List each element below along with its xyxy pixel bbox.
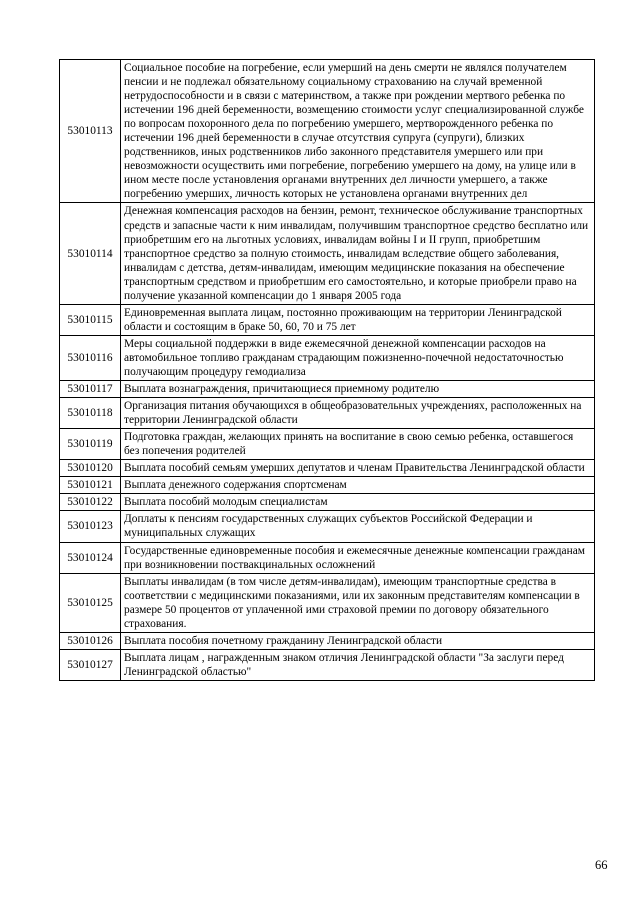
row-code: 53010122 (60, 494, 121, 511)
table-row (60, 494, 595, 511)
table-row (60, 632, 595, 649)
row-code: 53010115 (60, 304, 121, 335)
row-description: Выплата денежного содержания спортсменам (121, 477, 595, 494)
table-row (60, 304, 595, 335)
row-description: Подготовка граждан, желающих принять на воспитание в свою семью ребенка, оставшегося без попечения родителей (121, 429, 595, 460)
row-description: Государственные единовременные пособия и ежемесячные денежные компенсации гражданам при возникновении поствакцинальных осложнений (121, 542, 595, 573)
row-description: Выплата пособий семьям умерших депутатов и членам Правительства Ленинградской области (121, 460, 595, 477)
row-code: 53010120 (60, 460, 121, 477)
row-code: 53010117 (60, 381, 121, 398)
page-number: 66 (595, 858, 608, 872)
row-code: 53010119 (60, 429, 121, 460)
table-row (60, 460, 595, 477)
table-row (60, 335, 595, 380)
row-description: Денежная компенсация расходов на бензин, ремонт, техническое обслуживание транспортных средств и запасные части к ним инвалидам, получившим транспортное средство бесплатно или приобретшим его на льготных условиях, инвалидам войны I и II групп, приобретшим транспортное средство за полную стоимость, инвалидам вследствие общего заболевания, инвалидам с детства, детям-инвалидам, имеющим медицинские показания на обеспечение транспортным средством и приобретшим его самостоятельно, и которые приобрели право на получение указанной компенсации до 1 января 2005 года (121, 203, 595, 304)
row-code: 53010125 (60, 573, 121, 632)
row-description: Выплата пособий молодым специалистам (121, 494, 595, 511)
row-code: 53010126 (60, 632, 121, 649)
row-description: Меры социальной поддержки в виде ежемесячной денежной компенсации расходов на автомобильное топливо гражданам страдающим пожизненно-почечной недостаточностью получающим процедуру гемодиализа (121, 335, 595, 380)
row-code: 53010118 (60, 398, 121, 429)
row-description: Организация питания обучающихся в общеобразовательных учреждениях, расположенных на территории Ленинградской области (121, 398, 595, 429)
table-row (60, 429, 595, 460)
row-description: Доплаты к пенсиям государственных служащих субъектов Российской Федерации и муниципальных служащих (121, 511, 595, 542)
row-description: Выплаты инвалидам (в том числе детям-инвалидам), имеющим транспортные средства в соответствии с медицинскими показаниями, или их законным представителям компенсации в размере 50 процентов от уплаченной ими страховой премии по договору обязательного страхования. (121, 573, 595, 632)
row-code: 53010114 (60, 203, 121, 304)
table-row (60, 381, 595, 398)
table-row (60, 542, 595, 573)
row-code: 53010121 (60, 477, 121, 494)
row-description: Выплата лицам , награжденным знаком отличия Ленинградской области "За заслуги перед Ленинградской областью" (121, 649, 595, 680)
row-code: 53010127 (60, 649, 121, 680)
row-code: 53010123 (60, 511, 121, 542)
table-row (60, 573, 595, 632)
table-row (60, 203, 595, 304)
row-code: 53010116 (60, 335, 121, 380)
row-description: Выплата вознаграждения, причитающиеся приемному родителю (121, 381, 595, 398)
row-code: 53010124 (60, 542, 121, 573)
row-description: Социальное пособие на погребение, если умерший на день смерти не являлся получателем пенсии и не подлежал обязательному социальному страхованию на случай временной нетрудоспособности и в связи с материнством, а также при рождении мертвого ребенка по истечении 196 дней беременности, возмещению стоимости услуг специализированной службе по вопросам похоронного дела по погребению умершего, мертворожденного ребенка по истечении 196 дней беременности в случае отсутствия супруга (супруги), близких родственников, иных родственников либо законного представителя умершего или при невозможности осуществить ими погребение, погребению умершего на дому, на улице или в ином месте после установления органами внутренних дел личности умершего, а также погребению умерших, личность которых не установлена органами внутренних дел (121, 60, 595, 203)
budget-codes-table (59, 59, 595, 681)
table-row (60, 398, 595, 429)
row-code: 53010113 (60, 60, 121, 203)
table-row (60, 649, 595, 680)
table-row (60, 60, 595, 203)
table-body (60, 60, 595, 681)
table-row (60, 511, 595, 542)
row-description: Выплата пособия почетному гражданину Ленинградской области (121, 632, 595, 649)
row-description: Единовременная выплата лицам, постоянно проживающим на территории Ленинградской области и состоящим в браке 50, 60, 70 и 75 лет (121, 304, 595, 335)
table-row (60, 477, 595, 494)
